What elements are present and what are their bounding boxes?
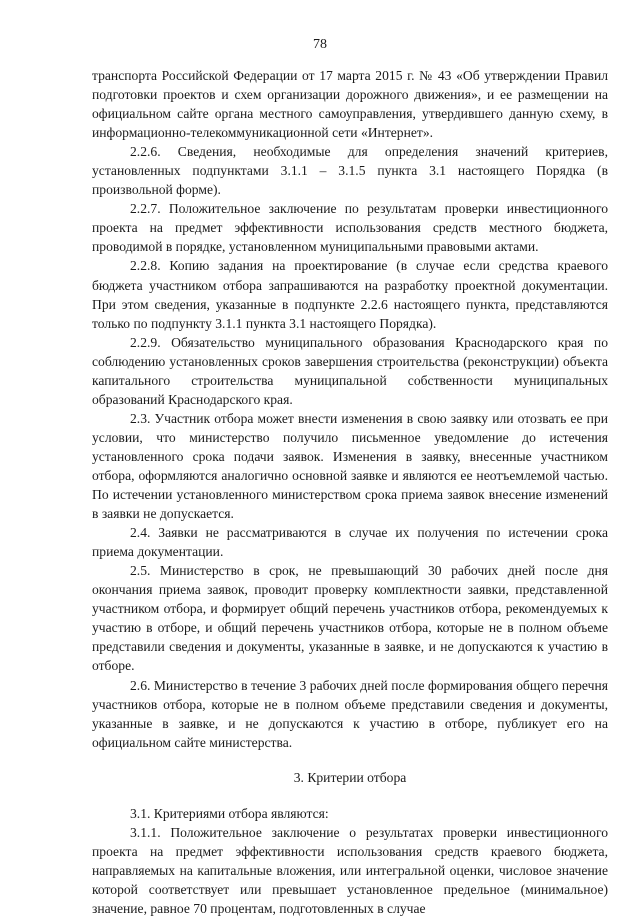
paragraph-2-3: 2.3. Участник отбора может внести изменения в свою заявку или отозвать ее при условии, что министерство получило письменное уведомление до истечения установленного срока подачи заявок. Изменения в заявку, внесенные участником отбора, оформляются аналогично основной заявке и являются ее неотъемлемой частью. По истечении установленного министерством срока приема заявок внесение изменений в заявки не допускается.: [92, 410, 608, 522]
paragraph-2-4: 2.4. Заявки не рассматриваются в случае их получения по истечении срока приема документации.: [92, 525, 608, 560]
paragraph-2-2-9: 2.2.9. Обязательство муниципального образования Краснодарского края по соблюдению установленных сроков завершения строительства (реконструкции) объекта капитального строительства муниципальной собственности муниципальных образований Краснодарского края.: [92, 334, 608, 407]
paragraph-3-1: 3.1. Критериями отбора являются:: [130, 805, 329, 821]
page-number: 78: [313, 37, 327, 52]
document-body: [92, 66, 608, 918]
paragraph-continuation: транспорта Российской Федерации от 17 марта 2015 г. № 43 «Об утверждении Правил подготовки проектов и схем организации дорожного движения», и ее размещении на официальном сайте органа местного самоуправления, утвердившего данную схему, в информационно-телекоммуникационной сети «Интернет».: [92, 68, 608, 141]
paragraph-2-2-6: 2.2.6. Сведения, необходимые для определения значений критериев, установленных подпунктами 3.1.1 – 3.1.5 пункта 3.1 настоящего Порядка (в произвольной форме).: [92, 144, 608, 198]
paragraph-2-5: 2.5. Министерство в срок, не превышающий 30 рабочих дней после дня окончания приема заявок, проводит проверку комплектности заявки, представленной участником отбора, и формирует общий перечень участников отбора, рекомендуемых к участию в отборе, и общий перечень участников отбора, которые не в полном объеме представили сведения и документы, указанные в заявке, и не допускаются к участию в отборе.: [92, 563, 608, 674]
section-heading: 3. Критерии отбора: [293, 769, 407, 785]
paragraph-2-2-8: 2.2.8. Копию задания на проектирование (в случае если средства краевого бюджета участником отбора запрашиваются на разработку проектной документации. При этом сведения, указанные в подпункте 2.2.6 настоящего пункта, представляются только по подпункту 3.1.1 пункта 3.1 настоящего Порядка).: [92, 258, 608, 331]
paragraph-3-1-1: 3.1.1. Положительное заключение о результатах проверки инвестиционного проекта на предмет эффективности использования средств краевого бюджета, направляемых на капитальные вложения, или интегральной оценки, числовое значение которой соответствует или превышает установленное предельное (минимальное) значение, равное 70 процентам, подготовленных в случае: [92, 824, 608, 916]
paragraph-2-2-7: 2.2.7. Положительное заключение по результатам проверки инвестиционного проекта на предмет эффективности использования средств местного бюджета, проводимой в порядке, установленном муниципальными правовыми актами.: [92, 201, 608, 255]
paragraph-2-6: 2.6. Министерство в течение 3 рабочих дней после формирования общего перечня участников отбора, которые не в полном объеме представили сведения и документы, указанные в заявке, и не допускаются к участию в отборе, публикует его на официальном сайте министерства.: [92, 677, 608, 750]
